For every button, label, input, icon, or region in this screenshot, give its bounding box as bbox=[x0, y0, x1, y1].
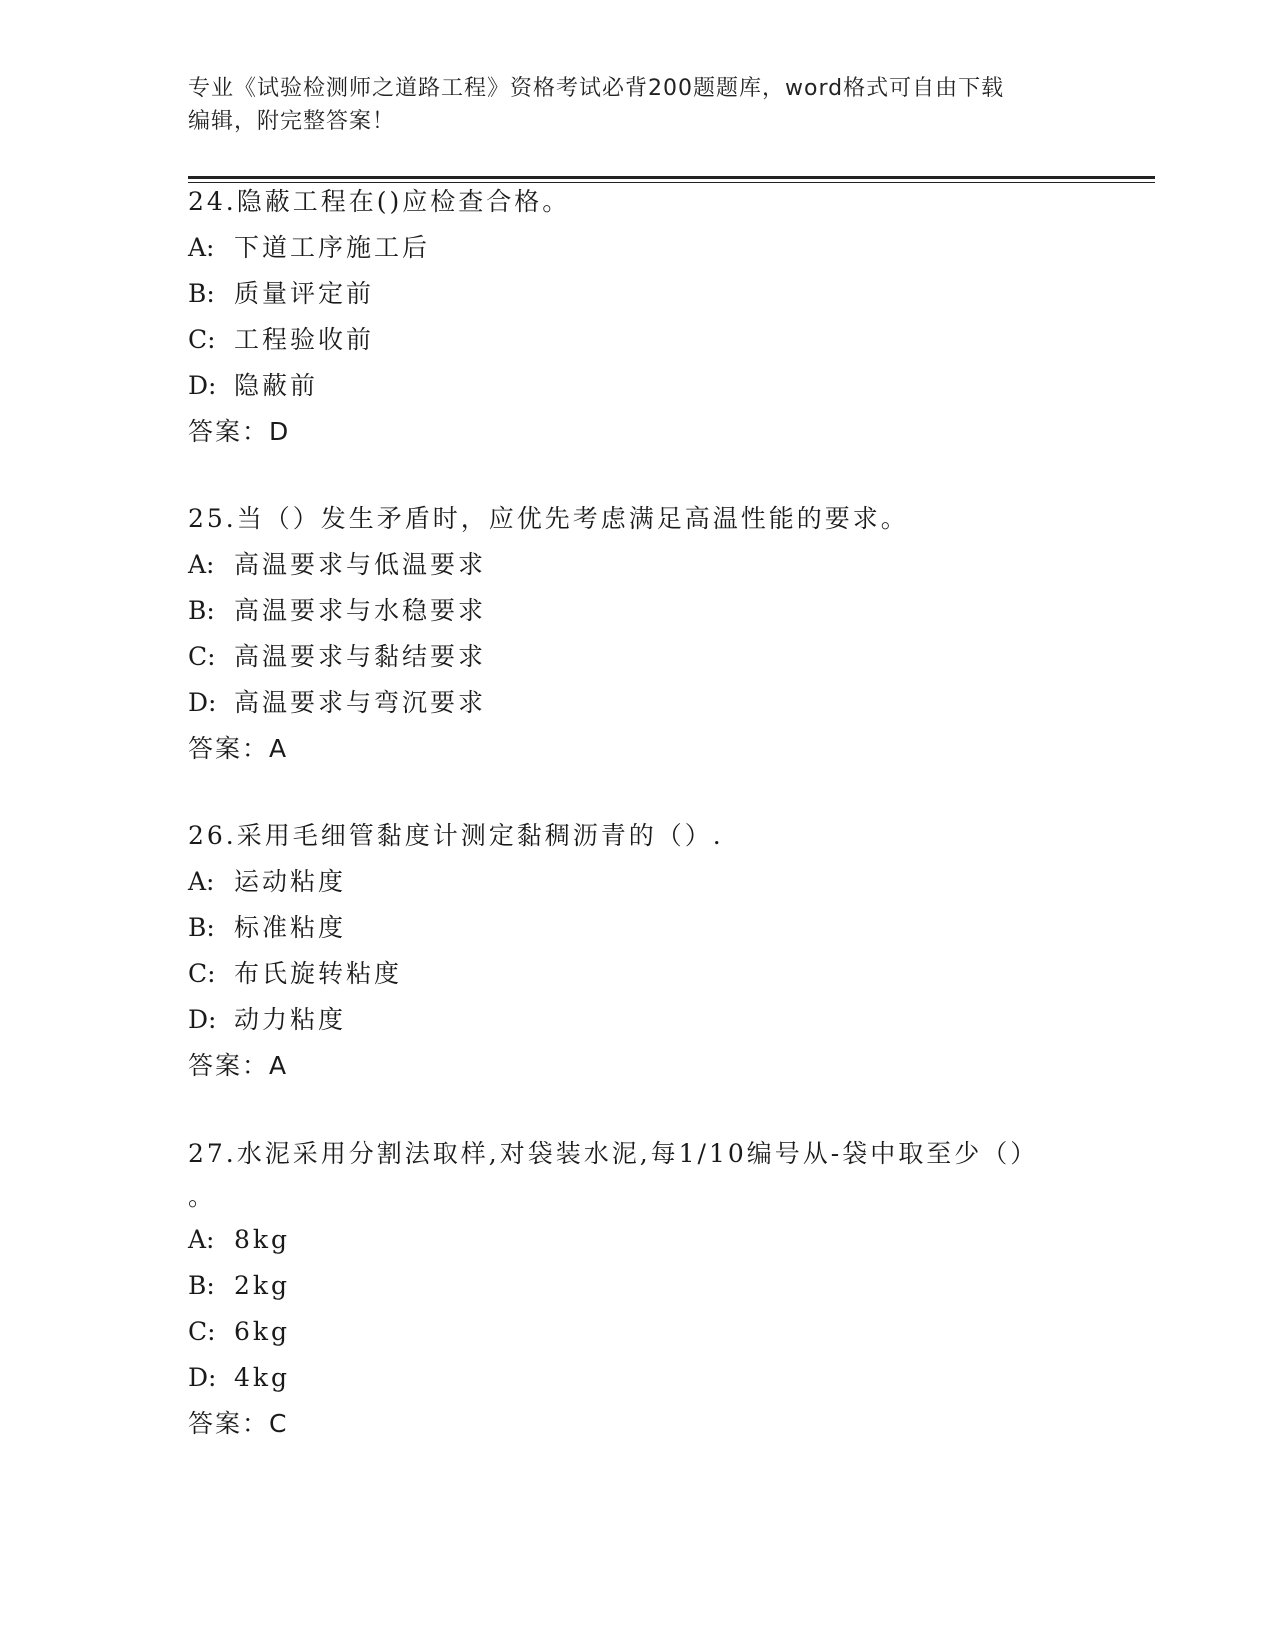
option-d bbox=[188, 363, 1088, 409]
option-text: 工程验收前 bbox=[234, 325, 375, 354]
answer-value: C bbox=[269, 1409, 287, 1438]
option-text: 布氏旋转粘度 bbox=[234, 959, 403, 988]
option-key: C: bbox=[188, 642, 216, 671]
option-text: 高温要求与水稳要求 bbox=[234, 596, 487, 625]
answer-label: 答案： bbox=[188, 1051, 270, 1080]
option-key: A: bbox=[188, 867, 215, 896]
option-key: D: bbox=[188, 1005, 217, 1034]
option-key: A: bbox=[188, 550, 215, 579]
answer-label: 答案： bbox=[188, 1409, 270, 1438]
answer-value: A bbox=[269, 734, 287, 763]
option-a bbox=[188, 859, 1088, 905]
question-stem: 26.采用毛细管黏度计测定黏稠沥青的（）. bbox=[188, 821, 724, 850]
option-d bbox=[188, 997, 1088, 1043]
option-a bbox=[188, 1217, 1088, 1263]
option-text: 高温要求与弯沉要求 bbox=[234, 688, 487, 717]
option-key: C: bbox=[188, 325, 216, 354]
question-24 bbox=[188, 179, 1088, 455]
option-text: 下道工序施工后 bbox=[234, 233, 431, 262]
option-d bbox=[188, 1355, 1088, 1401]
option-text: 4kg bbox=[234, 1363, 291, 1392]
option-key: B: bbox=[188, 913, 215, 942]
option-b bbox=[188, 905, 1088, 951]
option-key: D: bbox=[188, 688, 217, 717]
option-text: 8kg bbox=[234, 1225, 291, 1254]
header-line-1: 专业《试验检测师之道路工程》资格考试必背200题题库，word格式可自由下载 bbox=[188, 76, 1005, 101]
option-b bbox=[188, 1263, 1088, 1309]
option-text: 标准粘度 bbox=[234, 913, 347, 942]
option-b bbox=[188, 588, 1088, 634]
answer-label: 答案： bbox=[188, 417, 270, 446]
option-a bbox=[188, 225, 1088, 271]
option-key: D: bbox=[188, 1363, 217, 1392]
answer-line bbox=[188, 1401, 1088, 1447]
answer-value: D bbox=[269, 417, 289, 446]
option-key: C: bbox=[188, 959, 216, 988]
option-c bbox=[188, 634, 1088, 680]
header-line-2: 编辑，附完整答案！ bbox=[188, 109, 396, 134]
option-text: 隐蔽前 bbox=[234, 371, 319, 400]
answer-value: A bbox=[269, 1051, 287, 1080]
answer-line bbox=[188, 1043, 1088, 1089]
option-text: 高温要求与黏结要求 bbox=[234, 642, 487, 671]
option-c bbox=[188, 951, 1088, 997]
question-stem: 27.水泥采用分割法取样,对袋装水泥,每1/10编号从-袋中取至少（） bbox=[188, 1139, 1039, 1168]
option-c bbox=[188, 317, 1088, 363]
option-key: A: bbox=[188, 233, 215, 262]
option-text: 运动粘度 bbox=[234, 867, 347, 896]
option-key: B: bbox=[188, 1271, 215, 1300]
option-key: B: bbox=[188, 279, 215, 308]
option-key: B: bbox=[188, 596, 215, 625]
question-stem-continuation: 。 bbox=[188, 1182, 214, 1211]
option-text: 高温要求与低温要求 bbox=[234, 550, 487, 579]
option-key: D: bbox=[188, 371, 217, 400]
question-26 bbox=[188, 813, 1088, 1089]
answer-line bbox=[188, 726, 1088, 772]
option-text: 质量评定前 bbox=[234, 279, 375, 308]
answer-label: 答案： bbox=[188, 734, 270, 763]
option-b bbox=[188, 271, 1088, 317]
answer-line bbox=[188, 409, 1088, 455]
question-27 bbox=[188, 1131, 1088, 1447]
option-d bbox=[188, 680, 1088, 726]
question-25 bbox=[188, 496, 1088, 772]
question-stem: 24.隐蔽工程在()应检查合格。 bbox=[188, 187, 571, 216]
option-c bbox=[188, 1309, 1088, 1355]
option-text: 动力粘度 bbox=[234, 1005, 347, 1034]
option-a bbox=[188, 542, 1088, 588]
option-key: A: bbox=[188, 1225, 215, 1254]
question-stem: 25.当（）发生矛盾时，应优先考虑满足高温性能的要求。 bbox=[188, 504, 909, 533]
option-key: C: bbox=[188, 1317, 216, 1346]
option-text: 2kg bbox=[234, 1271, 291, 1300]
option-text: 6kg bbox=[234, 1317, 291, 1346]
document-header bbox=[188, 72, 1088, 138]
